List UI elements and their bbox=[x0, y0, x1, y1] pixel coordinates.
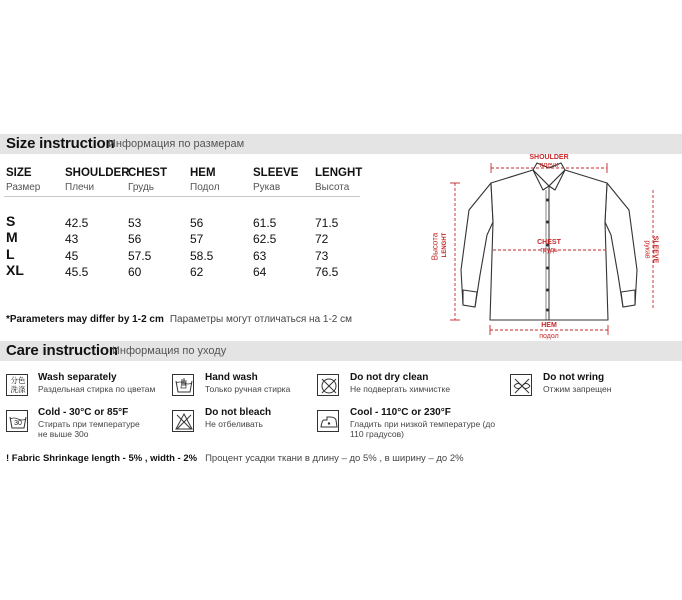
cell-length: 72 bbox=[315, 232, 329, 246]
no-bleach-icon bbox=[172, 410, 194, 432]
header-hem: HEM bbox=[190, 167, 216, 179]
cell-shoulder: 43 bbox=[65, 232, 79, 246]
cell-chest: 56 bbox=[128, 232, 142, 246]
no-wring-icon bbox=[510, 374, 532, 396]
header-sleeve-ru: Рукав bbox=[253, 182, 281, 193]
shoulder-label: SHOULDER bbox=[529, 154, 569, 161]
header-chest: CHEST bbox=[128, 167, 167, 179]
shrinkage-ru: Процент усадки ткани в длину – до 5% , в ширину – до 2% bbox=[205, 453, 464, 464]
cell-sleeve: 63 bbox=[253, 249, 267, 263]
care-title: Do not bleach bbox=[205, 407, 272, 418]
size-label: S bbox=[6, 213, 16, 229]
header-size: SIZE bbox=[6, 167, 32, 179]
header-shoulder-ru: Плечи bbox=[65, 182, 95, 193]
cell-sleeve: 61.5 bbox=[253, 216, 277, 230]
care-title: Do not dry clean bbox=[350, 372, 429, 383]
size-label: M bbox=[6, 229, 18, 245]
cell-sleeve: 62.5 bbox=[253, 232, 277, 246]
care-title: Cold - 30°C or 85°F bbox=[38, 407, 129, 418]
care-desc: Не отбеливать bbox=[205, 419, 263, 429]
size-note bbox=[6, 314, 352, 325]
cell-chest: 53 bbox=[128, 216, 142, 230]
header-sleeve: SLEEVE bbox=[253, 167, 299, 179]
shirt-diagram bbox=[425, 150, 675, 345]
cell-chest: 60 bbox=[128, 265, 142, 279]
header-shoulder: SHOULDER bbox=[65, 167, 130, 179]
shrinkage-en: ! Fabric Shrinkage length - 5% , width - 2% bbox=[6, 453, 198, 464]
size-label: XL bbox=[6, 262, 24, 278]
care-desc: Отжим запрещен bbox=[543, 384, 612, 394]
cell-hem: 58.5 bbox=[190, 249, 214, 263]
cell-hem: 56 bbox=[190, 216, 204, 230]
cell-length: 76.5 bbox=[315, 265, 339, 279]
cell-hem: 57 bbox=[190, 232, 204, 246]
chest-label: CHEST bbox=[537, 239, 561, 246]
size-label: L bbox=[6, 246, 15, 262]
header-hem-ru: Подол bbox=[190, 182, 220, 193]
cell-shoulder: 42.5 bbox=[65, 216, 89, 230]
header-chest-ru: Грудь bbox=[128, 182, 155, 193]
iron-low-icon bbox=[317, 410, 339, 432]
note-en: *Parameters may differ by 1-2 cm bbox=[6, 314, 164, 325]
separate-wash-glyph: 分色洗涤 bbox=[10, 376, 26, 394]
cell-sleeve: 64 bbox=[253, 265, 267, 279]
cell-shoulder: 45.5 bbox=[65, 265, 89, 279]
section-title: Care instruction bbox=[6, 342, 118, 359]
header-divider bbox=[4, 196, 360, 197]
care-title: Hand wash bbox=[205, 372, 258, 383]
cell-hem: 62 bbox=[190, 265, 204, 279]
length-label-ru: Высота bbox=[430, 232, 440, 261]
chest-label-ru: грудь bbox=[540, 247, 558, 254]
sleeve-label-ru: рукав bbox=[643, 240, 651, 259]
care-desc: Не подвергать химчистке bbox=[350, 384, 451, 394]
care-desc: Гладить при низкой температуре (до 110 градусов) bbox=[350, 419, 496, 439]
shrinkage-note bbox=[6, 453, 464, 464]
no-dry-clean-icon bbox=[317, 374, 339, 396]
cell-length: 73 bbox=[315, 249, 329, 263]
care-section-header bbox=[0, 341, 682, 361]
cell-shoulder: 45 bbox=[65, 249, 79, 263]
header-size-ru: Размер bbox=[6, 182, 41, 193]
separate-wash-icon bbox=[6, 374, 28, 396]
hem-label: HEM bbox=[541, 322, 557, 329]
care-title: Wash separately bbox=[38, 372, 117, 383]
care-title: Do not wring bbox=[543, 372, 605, 383]
wash-30-icon bbox=[6, 410, 28, 432]
care-desc: Стирать при температуре не выше 30о bbox=[38, 419, 140, 439]
shoulder-label-ru: плечи bbox=[539, 162, 559, 169]
section-title: Size instruction bbox=[6, 135, 115, 152]
sleeve-label: SLEEVE bbox=[651, 235, 659, 264]
wash-30-glyph: 30 bbox=[14, 420, 22, 427]
section-subtitle: Информация по уходу bbox=[112, 345, 227, 357]
length-label: LENGHT bbox=[442, 232, 448, 258]
hand-wash-icon bbox=[172, 374, 194, 396]
note-ru: Параметры могут отличаться на 1-2 см bbox=[169, 314, 353, 325]
section-subtitle: Информация по размерам bbox=[108, 138, 245, 150]
hem-label-ru: подол bbox=[539, 333, 559, 340]
care-title: Cool - 110°C or 230°F bbox=[350, 407, 451, 418]
header-length-ru: Высота bbox=[315, 182, 350, 193]
cell-length: 71.5 bbox=[315, 216, 339, 230]
care-desc: Раздельная стирка по цветам bbox=[38, 384, 156, 394]
care-desc: Только ручная стирка bbox=[205, 384, 291, 394]
header-length: LENGHT bbox=[315, 167, 363, 179]
cell-chest: 57.5 bbox=[128, 249, 152, 263]
